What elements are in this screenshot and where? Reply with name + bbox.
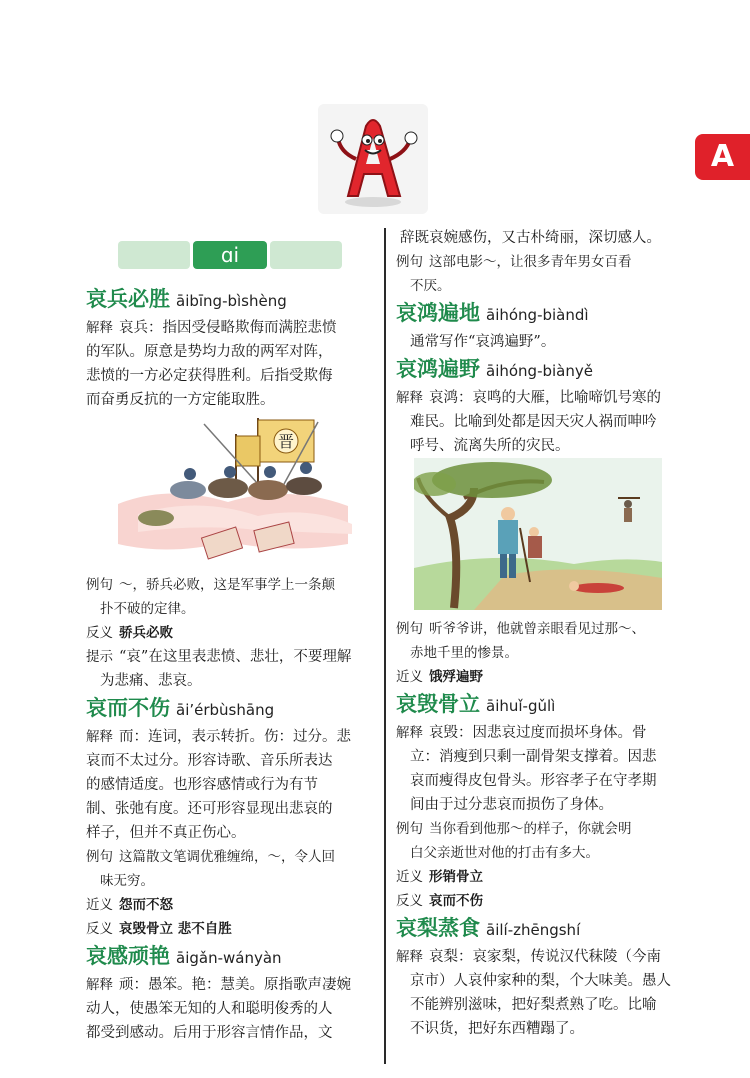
tip-line: “哀”在这里表悲愤、悲壮，不要理解 [119, 649, 352, 665]
label-tishi: 提示 [86, 649, 113, 665]
definition-line: 而奋勇反抗的一方定能取胜。 [86, 392, 275, 408]
definition-line: 哀鸿：哀鸣的大雁，比喻啼饥号寒的 [429, 390, 661, 406]
right-column [396, 226, 690, 458]
entry-pinyin: āigǎn-wányàn [176, 949, 282, 967]
label-jinyi: 近义 [396, 669, 423, 685]
column-divider [384, 228, 386, 1064]
example-line: 赤地千里的惨景。 [410, 645, 518, 661]
entry-word: 哀而不伤 [86, 695, 170, 720]
entry-word: 哀鸿遍地 [396, 300, 480, 325]
label-jieshi: 解释 [396, 390, 423, 406]
header-pill-right [270, 241, 342, 269]
left-column-lower [86, 573, 378, 1045]
entry-aili-zhengshi [396, 913, 690, 1041]
definition-line: 的军队。原意是势均力敌的两军对阵， [86, 344, 333, 360]
label-jinyi: 近义 [396, 869, 423, 885]
definition-line: 的感情适度。也形容感情或行为有节 [86, 777, 318, 793]
label-jieshi: 解释 [86, 320, 113, 336]
definition-line: 制、张弛有度。还可形容显现出悲哀的 [86, 801, 333, 817]
definition-line: 哀毁：因悲哀过度而损坏身体。骨 [429, 725, 647, 741]
definition-line: 动人，使愚笨无知的人和聪明俊秀的人 [86, 1001, 333, 1017]
label-fanyi: 反义 [396, 893, 423, 909]
definition-line: 而：连词，表示转折。伤：过分。悲 [119, 729, 351, 745]
definition-line: 都受到感动。后用于形容言情作品，文 [86, 1025, 333, 1041]
example-line: 白父亲逝世对他的打击有多大。 [410, 845, 599, 861]
entry-aigan-wanyan [86, 941, 378, 1045]
entry-pinyin: āihóng-biànyě [486, 362, 593, 380]
example-line: 味无穷。 [100, 873, 154, 889]
entry-pinyin: āibīng-bìshèng [176, 292, 287, 310]
definition-line: 哀而不太过分。形容诗歌、音乐所表达 [86, 753, 333, 769]
example-line: ～，骄兵必败，这是军事学上一条颠 [119, 577, 335, 593]
label-fanyi: 反义 [86, 921, 113, 937]
entry-word: 哀兵必胜 [86, 286, 170, 311]
example-line: 当你看到他那～的样子，你就会明 [429, 821, 632, 837]
synonym: 形销骨立 [429, 869, 483, 885]
label-jieshi: 解释 [86, 977, 113, 993]
definition-line: 顽：愚笨。艳：慧美。原指歌声凄婉 [119, 977, 351, 993]
synonym: 饿殍遍野 [429, 669, 483, 685]
example-line: 这篇散文笔调优雅缠绵，～，令人回 [119, 849, 335, 865]
left-column [86, 284, 378, 412]
entry-pinyin: āi’érbùshāng [176, 701, 275, 719]
definition-line: 间由于过分悲哀而损伤了身体。 [410, 797, 613, 813]
antonym: 哀而不伤 [429, 893, 483, 909]
definition-line: 不能辨别滋味，把好梨煮熟了吃。比喻 [410, 997, 657, 1013]
entry-word: 哀感顽艳 [86, 943, 170, 968]
entry-word: 哀毁骨立 [396, 691, 480, 716]
label-fanyi: 反义 [86, 625, 113, 641]
flag-text: 晋 [277, 432, 295, 451]
entry-word: 哀鸿遍野 [396, 356, 480, 381]
example-line: 不厌。 [410, 278, 451, 294]
definition-line: 通常写作“哀鸿遍野”。 [410, 334, 556, 350]
definition-line: 样子，但并不真正伤心。 [86, 825, 246, 841]
entry-word: 哀梨蒸食 [396, 915, 480, 940]
example-line: 这部电影～，让很多青年男女百看 [429, 254, 632, 270]
synonym: 怨而不怒 [119, 897, 173, 913]
battle-illustration [108, 414, 352, 566]
entry-pinyin: āihuǐ-gǔlì [486, 697, 556, 715]
entry-pinyin: āihóng-biàndì [486, 306, 589, 324]
entry-aihong-bianye [396, 354, 690, 458]
definition-line: 哀兵：指因受侵略欺侮而满腔悲愤 [119, 320, 337, 336]
definition-line: 哀而瘦得皮包骨头。形容孝子在守孝期 [410, 773, 657, 789]
entry-aibing-bisheng [86, 284, 378, 412]
definition-line: 哀梨：哀家梨，传说汉代秣陵（今南 [429, 949, 661, 965]
refugee-illustration [414, 458, 662, 610]
entry-pinyin: āilí-zhēngshí [486, 921, 581, 939]
label-liju: 例句 [396, 621, 423, 637]
section-pinyin-pill: ɑi [193, 241, 267, 269]
label-liju: 例句 [86, 577, 113, 593]
label-jieshi: 解释 [396, 949, 423, 965]
example-line: 扑不破的定律。 [100, 601, 195, 617]
definition-line: 不识货，把好东西糟蹋了。 [410, 1021, 584, 1037]
label-jinyi: 近义 [86, 897, 113, 913]
right-column-lower [396, 617, 690, 1041]
example-line: 听爷爷讲，他就曾亲眼看见过那～、 [429, 621, 645, 637]
label-jieshi: 解释 [396, 725, 423, 741]
label-liju: 例句 [396, 254, 423, 270]
entry-aihong-biandi [396, 298, 690, 354]
definition-line: 呼号、流离失所的灾民。 [410, 438, 570, 454]
antonym: 哀毁骨立 悲不自胜 [119, 921, 232, 937]
antonym: 骄兵必败 [119, 625, 173, 641]
entry-aihui-guli [396, 689, 690, 913]
definition-line: 悲愤的一方必定获得胜利。后指受欺侮 [86, 368, 333, 384]
label-liju: 例句 [396, 821, 423, 837]
entry-aier-bushang [86, 693, 378, 941]
label-liju: 例句 [86, 849, 113, 865]
definition-line: 辞既哀婉感伤，又古朴绮丽，深切感人。 [400, 230, 661, 246]
definition-line: 难民。比喻到处都是因天灾人祸而呻吟 [410, 414, 657, 430]
definition-line: 京市）人哀仲家种的梨，个大味美。愚人 [410, 973, 671, 989]
definition-line: 立：消瘦到只剩一副骨架支撑着。因悲 [410, 749, 657, 765]
letter-a-mascot-icon [318, 104, 428, 214]
tip-line: 为悲痛、悲哀。 [100, 673, 202, 689]
header-pill-left [118, 241, 190, 269]
label-jieshi: 解释 [86, 729, 113, 745]
letter-index-tab[interactable]: A [695, 134, 750, 180]
